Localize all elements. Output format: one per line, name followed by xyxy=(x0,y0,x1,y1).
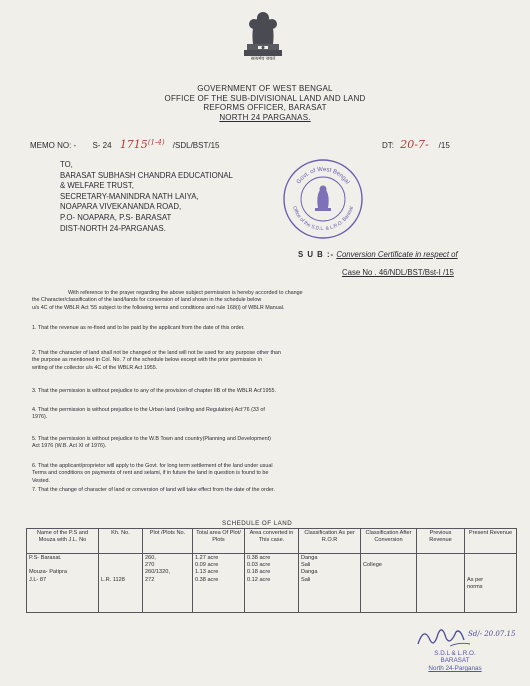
condition-line: 3. That the permission is without prejudice to any of the provision of chapter IIB of the WBLR Act'1955. xyxy=(32,388,276,394)
condition-line: Act 1976 (W.B. Act XI of 1976). xyxy=(32,443,107,450)
subject-line xyxy=(298,250,458,259)
table-cell: 0.38 acre 0.03 acre 0.18 acre 0.12 acre xyxy=(245,554,299,613)
header-line-4: NORTH 24 PARGANAS. xyxy=(219,112,311,122)
schedule-table xyxy=(26,528,517,613)
table-header-cell: Plot /Plots No. xyxy=(143,529,193,554)
intro-line: u/s 4C of the WBLR Act '55 subject to the following terms and conditions and rule 168(i) of WBLR Manual. xyxy=(32,304,285,311)
condition-4 xyxy=(32,407,452,422)
condition-line: 6. That the applicant/proprietor will apply to the Govt. for long term settlement of the land under usual xyxy=(32,463,273,469)
memo-number xyxy=(30,138,219,151)
condition-6-7 xyxy=(32,463,452,495)
table-header-cell: Present Revenue xyxy=(465,529,517,554)
condition-2 xyxy=(32,350,452,372)
signatory-line: S.D.L & L.R.O. xyxy=(434,650,476,657)
table-header-cell: Total area Of Plot/ Plots xyxy=(193,529,245,554)
table-header-cell: Classification As per R.O.R xyxy=(299,529,361,554)
table-cell: L.R. 1128 xyxy=(99,554,143,613)
addressee-line: & WELFARE TRUST, xyxy=(60,181,134,191)
condition-line: Vested. xyxy=(32,477,50,484)
table-cell xyxy=(417,554,465,613)
condition-line: 1. That the revenue as re-fixed and to be paid by the applicant from the date of this order. xyxy=(32,325,245,331)
date-label: DT: xyxy=(382,141,394,150)
header-line-2: OFFICE OF THE SUB-DIVISIONAL LAND AND LAND xyxy=(164,93,366,103)
svg-text:Govt. of West Bengal xyxy=(296,167,350,186)
addressee-block xyxy=(60,160,233,234)
memo-number-superscript: (1-4) xyxy=(147,138,165,147)
addressee-line: SECRETARY-MANINDRA NATH LAIYA, xyxy=(60,191,199,201)
signatory-line: North 24-Parganas xyxy=(428,664,482,672)
office-seal-stamp xyxy=(282,158,364,240)
condition-line: Terms and conditions on payments of rent and selami, if in future the land in question is found to be xyxy=(32,470,269,477)
condition-line: 1976). xyxy=(32,414,48,421)
office-header xyxy=(0,84,530,122)
case-number: Case No . 46/NDL/BST/Bst-I /15 xyxy=(342,268,454,277)
signatory-line: BARASAT xyxy=(440,657,470,665)
condition-line: 5. That the permission is without prejudice to the W.B Town and country(Planning and Development) xyxy=(32,436,271,442)
intro-line: the Character/classification of the land/lands for conversion of land shown in the schedule below xyxy=(32,297,262,304)
seal-top-text: Govt. of West Bengal xyxy=(295,166,351,186)
addressee-line: TO, xyxy=(60,160,73,169)
table-header-cell: Classification After Conversion xyxy=(361,529,417,554)
condition-1 xyxy=(32,325,452,332)
addressee-line: P.O- NOAPARA, P.S- BARASAT xyxy=(60,212,172,222)
table-header-cell: Kh. No. xyxy=(99,529,143,554)
table-cell: P.S- Barasat. Mouza- Patipra J.L- 87 xyxy=(27,554,99,613)
intro-paragraph xyxy=(32,290,464,312)
table-cell: 260, 270 260/1320, 272 xyxy=(143,554,193,613)
memo-prefix: S- 24 xyxy=(92,141,112,150)
handwritten-signature xyxy=(410,614,516,654)
header-line-1: GOVERNMENT OF WEST BENGAL xyxy=(197,84,333,93)
addressee-line: BARASAT SUBHASH CHANDRA EDUCATIONAL xyxy=(60,170,233,180)
emblem-motto: सत्यमेव जयते xyxy=(250,56,276,62)
intro-line: With reference to the prayer regarding the above subject permission is hereby accorded to change xyxy=(68,290,303,296)
signature-date: Sd/- 20.07.15 xyxy=(468,630,516,638)
table-cell: As per norms xyxy=(465,554,517,613)
subject-label: S U B :- xyxy=(298,250,335,259)
condition-line: writing of the collector u/s 4C of the WBLR Act 1955. xyxy=(32,364,158,371)
signatory-designation xyxy=(410,650,500,672)
condition-5 xyxy=(32,436,452,451)
condition-3 xyxy=(32,388,452,395)
memo-label: MEMO NO: - xyxy=(30,141,77,150)
table-cell: College xyxy=(361,554,417,613)
condition-line: 2. That the character of land shall not be changed or the land will not be used for any purpose other than xyxy=(32,350,281,356)
condition-line: the purpose as mentioned in Col. No. 7 of the schedule below except with the prior permission in xyxy=(32,357,263,364)
memo-suffix: /SDL/BST/15 xyxy=(172,141,220,150)
seal-bottom-text: Office of the S.D.L. & L.R.O. Barasat xyxy=(291,205,355,233)
table-header-cell: Previous Revenue xyxy=(417,529,465,554)
header-line-3: REFORMS OFFICER, BARASAT xyxy=(203,103,327,113)
schedule-title: SCHEDULE OF LAND xyxy=(222,520,293,527)
addressee-line: DIST-NORTH 24-PARGANAS. xyxy=(60,223,166,233)
table-header-cell: Name of the P.S and Mouza with J.L. No xyxy=(27,529,99,554)
memo-date xyxy=(382,138,450,151)
table-header-row xyxy=(27,529,517,554)
condition-line: 7. That the change of character of land or conversion of land will take effect from the date of the order. xyxy=(32,487,275,494)
condition-line: 4. That the permission is without prejudice to the Urban land (ceiling and Regulation) Act'76 (33 of xyxy=(32,407,265,413)
date-handwritten: 20-7- xyxy=(400,138,429,151)
table-row xyxy=(27,554,517,613)
addressee-line: NOAPARA VIVEKANANDA ROAD, xyxy=(60,202,182,212)
table-cell: Danga Sali Danga Sali xyxy=(299,554,361,613)
table-cell: 1.27 acre 0.09 acre 1.13 acre 0.38 acre xyxy=(193,554,245,613)
date-year: /15 xyxy=(438,141,450,150)
subject-text: Conversion Certificate in respect of xyxy=(336,250,458,259)
memo-number-handwritten: 1715 xyxy=(119,138,148,151)
table-header-cell: Area converted in This case. xyxy=(245,529,299,554)
